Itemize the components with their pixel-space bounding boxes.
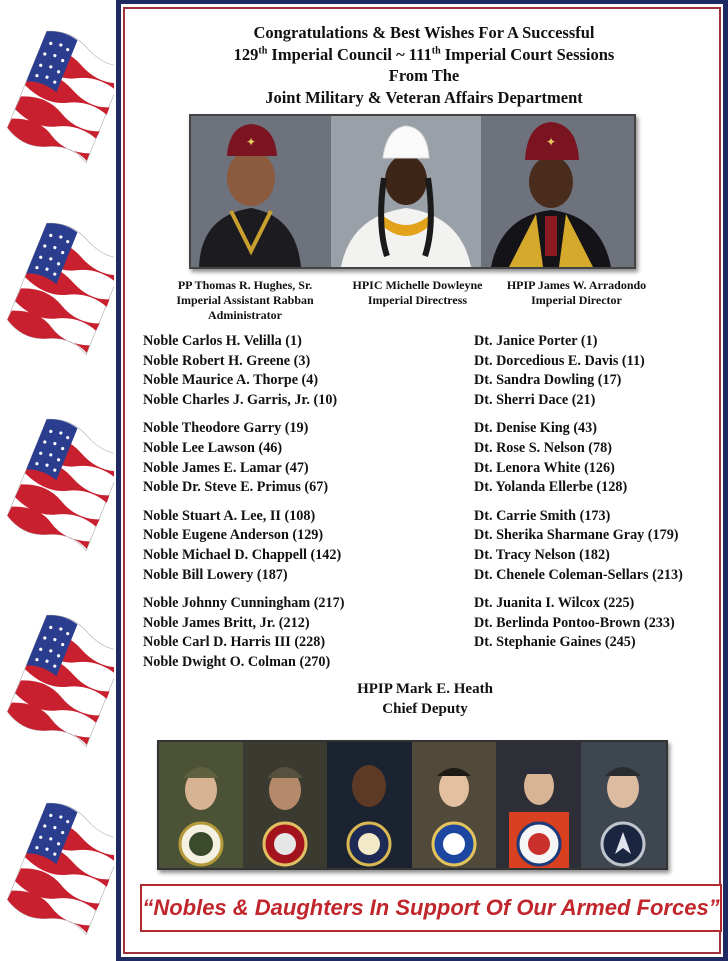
space-force-seal-icon [602,823,644,865]
navy-seal-icon [348,823,390,865]
roster-entry: Noble Maurice A. Thorpe (4) [143,372,319,389]
officer-title: Administrator [208,308,282,322]
american-flag-icon [6,408,114,568]
roster-entry: Noble Michael D. Chappell (142) [143,546,342,563]
roster-entry: Noble Theodore Garry (19) [143,420,309,437]
roster-entry: Noble Johnny Cunningham (217) [143,595,345,612]
officer-title: Imperial Assistant Rabban [176,293,314,307]
roster-group [474,594,683,653]
chief-deputy [300,679,550,719]
header-line-1: Congratulations & Best Wishes For A Successful [253,23,595,42]
roster-entry: Noble Dr. Steve E. Primus (67) [143,479,329,496]
roster-group [474,332,683,410]
council-number: 129 [233,44,259,64]
roster-entry: Dt. Denise King (43) [474,420,597,437]
american-flag-icon [6,20,114,180]
roster-entry: Dt. Janice Porter (1) [474,333,598,349]
header-line-2 [124,44,724,66]
ordinal-suffix: th [431,45,441,56]
officer-name: HPIC Michelle Dowleyne [352,278,483,292]
roster-group [143,419,344,497]
roster-entry: Noble Carlos H. Velilla (1) [143,333,302,349]
roster-entry: Dt. Yolanda Ellerbe (128) [474,479,628,496]
roster-entry: Noble Robert H. Greene (3) [143,352,311,369]
roster-entry: Dt. Tracy Nelson (182) [474,546,610,563]
roster-entry: Dt. Carrie Smith (173) [474,507,611,524]
roster-entry: Noble James Britt, Jr. (212) [143,614,310,631]
svg-text:✦: ✦ [245,135,257,149]
deputy-title: Chief Deputy [382,701,468,717]
nobles-roster [143,332,344,682]
roster-entry: Noble James E. Lamar (47) [143,459,309,476]
officer-caption [160,278,330,323]
roster-entry: Dt. Stephanie Gaines (245) [474,634,636,651]
ordinal-suffix: th [258,45,268,56]
header-line-3: From The [388,66,460,85]
roster-entry: Noble Eugene Anderson (129) [143,527,324,544]
roster-entry: Noble Lee Lawson (46) [143,439,283,456]
svg-text:✦: ✦ [545,135,557,149]
army-seal-icon [180,823,222,865]
roster-group [143,594,344,672]
officer-name: HPIP James W. Arradondo [506,278,647,292]
roster-group [143,332,344,410]
roster-entry: Dt. Sherri Dace (21) [474,391,596,408]
roster-entry: Noble Charles J. Garris, Jr. (10) [143,391,338,408]
coast-guard-seal-icon [518,823,560,865]
roster-entry: Dt. Rose S. Nelson (78) [474,439,612,456]
roster-entry: Dt. Sandra Dowling (17) [474,372,622,389]
deputy-name: HPIP Mark E. Heath [357,681,493,697]
officer-name: PP Thomas R. Hughes, Sr. [177,278,313,292]
flag-column [0,0,118,961]
american-flag-icon [6,792,114,952]
slogan-banner [140,884,722,932]
slogan-text: “Nobles & Daughters In Support Of Our Armed Forces” [142,895,720,920]
court-text: Imperial Court Sessions [440,44,615,64]
roster-entry: Noble Carl D. Harris III (228) [143,634,326,651]
roster-entry: Dt. Dorcedious E. Davis (11) [474,352,645,369]
officers-photo [189,114,636,269]
page-header [124,22,724,108]
armed-forces-photo-strip [157,740,668,870]
officer-title: Imperial Directress [367,293,468,307]
roster-entry: Dt. Lenora White (126) [474,459,615,476]
air-force-seal-icon [433,823,475,865]
roster-entry: Noble Stuart A. Lee, II (108) [143,507,316,524]
officer-caption [494,278,659,308]
american-flag-icon [6,212,114,372]
roster-group [474,419,683,497]
council-text: Imperial Council ~ [267,44,409,64]
roster-entry: Dt. Juanita I. Wilcox (225) [474,595,635,612]
court-number: 111 [408,44,432,64]
roster-entry: Dt. Sherika Sharmane Gray (179) [474,527,679,544]
american-flag-icon [6,604,114,764]
roster-entry: Dt. Berlinda Pontoo-Brown (233) [474,614,675,631]
roster-group [474,507,683,585]
officers-portrait-image [191,116,634,267]
roster-entry: Dt. Chenele Coleman-Sellars (213) [474,566,683,583]
officer-caption [335,278,500,308]
header-line-4: Joint Military & Veteran Affairs Department [265,87,583,107]
roster-group [143,507,344,585]
roster-entry: Noble Dwight O. Colman (270) [143,653,331,670]
roster-entry: Noble Bill Lowery (187) [143,566,288,583]
officer-title: Imperial Director [531,293,622,307]
marine-corps-seal-icon [264,823,306,865]
daughters-roster [474,332,683,662]
armed-forces-image [159,742,666,868]
